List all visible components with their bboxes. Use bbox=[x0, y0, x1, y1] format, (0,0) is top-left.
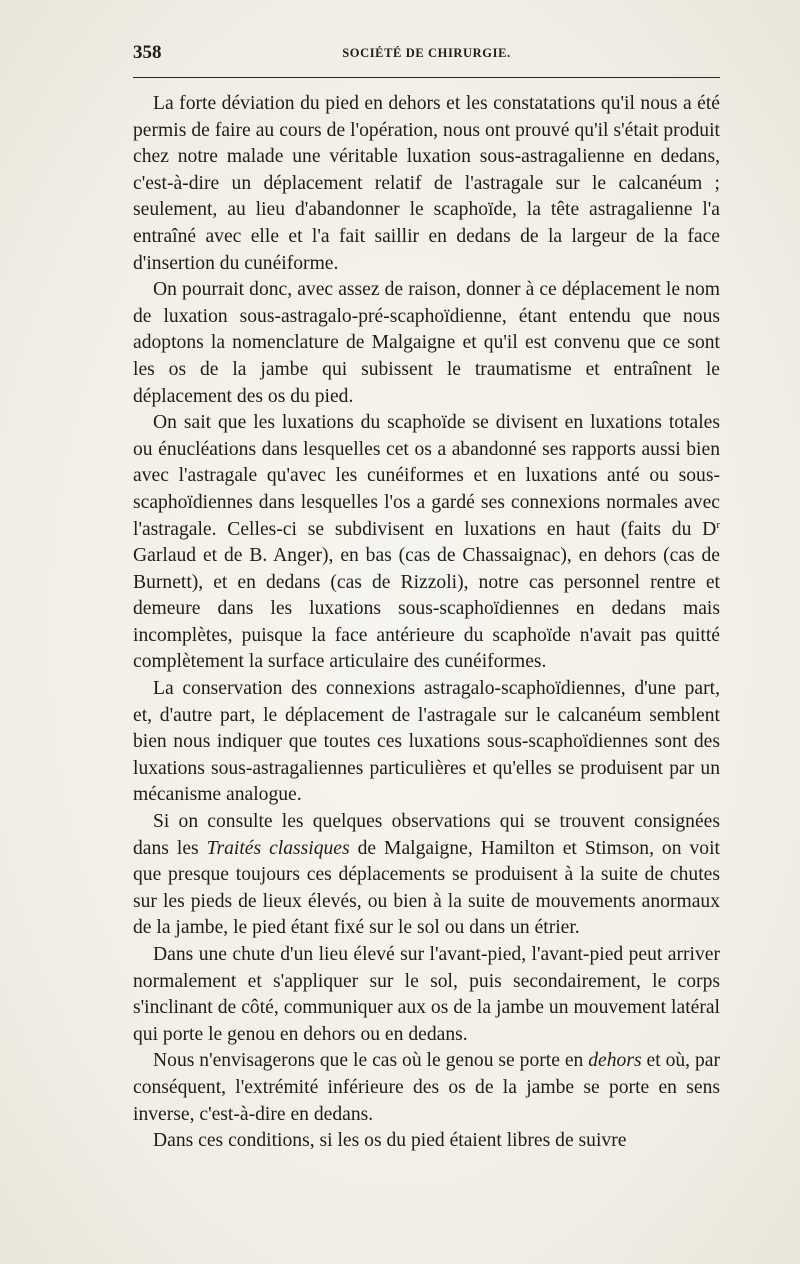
paragraph-1: La forte déviation du pied en dehors et les constatations qu'il nous a été permis de faire au cours de l'opération, nous ont prouvé qu'il s'était produit chez notre malade une véritable luxation sous-astragalienne en dedans, c'est-à-dire un déplacement relatif de l'astragale sur le calcanéum ; seulement, au lieu d'abandonner le scaphoïde, la tête astragalienne l'a entraîné avec elle et l'a fait saillir en dedans de la largeur de la face d'insertion du cunéiforme. bbox=[133, 93, 720, 274]
italic-dehors: dehors bbox=[588, 1050, 642, 1072]
page-number: 358 bbox=[133, 42, 162, 63]
paragraph-7-text-a: Nous n'envisagerons que le cas où le genou se porte en bbox=[153, 1050, 589, 1072]
paragraph-5 bbox=[133, 809, 720, 942]
paragraph-7 bbox=[133, 1048, 720, 1128]
header-rule bbox=[133, 77, 720, 78]
paragraph-8: Dans ces conditions, si les os du pied étaient libres de suivre bbox=[153, 1130, 627, 1152]
paragraph-7-text-b: et où, par conséquent, l'extrémité inférieure des os de la jambe se porte en sens inverse, c'est-à-dire en dedans. bbox=[133, 1050, 721, 1125]
paragraph-3-text-a: On sait que les luxations du scaphoïde se divisent en luxations totales ou énucléations dans lesquelles cet os a abandonné ses rapports aussi bien avec l'astragale qu'avec les cunéiformes et en luxations anté ou sous-scaphoïdiennes dans lesquelles l'os a gardé ses connexions normales avec l'astragale. Celles-ci se subdivisent en luxations en haut (faits du D bbox=[133, 412, 720, 540]
italic-traites-classiques: Traités classiques bbox=[206, 837, 350, 859]
running-title: SOCIÉTÉ DE CHIRURGIE. bbox=[342, 46, 511, 60]
body-text bbox=[133, 91, 720, 1155]
paragraph-2: On pourrait donc, avec assez de raison, donner à ce déplacement le nom de luxation sous-astragalo-pré-scaphoïdienne, étant entendu que nous adoptons la nomenclature de Malgaigne et qu'il est convenu que ce sont les os de la jambe qui subissent le traumatisme et entraînent le déplacement des os du pied. bbox=[133, 279, 720, 407]
page-header bbox=[133, 42, 720, 72]
paragraph-5-text-b: de Malgaigne, Hamilton et Stimson, on voit que presque toujours ces déplacements se produisent à la suite de chutes sur les pieds de lieux élevés, ou bien à la suite de mouvements anormaux de la jambe, le pied étant fixé sur le sol ou dans un étrier. bbox=[133, 837, 720, 939]
paragraph-5-text-a: Si on consulte les quelques observations qui se trouvent consignées dans les bbox=[133, 811, 720, 859]
paragraph-4: La conservation des connexions astragalo-scaphoïdiennes, d'une part, et, d'autre part, le déplacement de l'astragale sur le calcanéum semblent bien nous indiquer que toutes ces luxations sous-scaphoïdiennes sont des luxations sous-astragaliennes particulières et qu'elles se produisent par un mécanisme analogue. bbox=[133, 678, 720, 806]
paragraph-3 bbox=[133, 410, 720, 676]
paragraph-6: Dans une chute d'un lieu élevé sur l'avant-pied, l'avant-pied peut arriver normalement et s'appliquer sur le sol, puis secondairement, le corps s'inclinant de côté, communiquer aux os de la jambe un mouvement latéral qui porte le genou en dehors ou en dedans. bbox=[133, 944, 720, 1045]
superscript-r: r bbox=[716, 518, 720, 531]
paragraph-3-text-b: Garlaud et de B. Anger), en bas (cas de Chassaignac), en dehors (cas de Burnett), et en dedans (cas de Rizzoli), notre cas personnel rentre et demeure dans les luxations sous-scaphoïdiennes en dedans mais incomplètes, puisque la face antérieure du scaphoïde n'avait pas quitté complètement la surface articulaire des cunéiformes. bbox=[133, 545, 720, 673]
